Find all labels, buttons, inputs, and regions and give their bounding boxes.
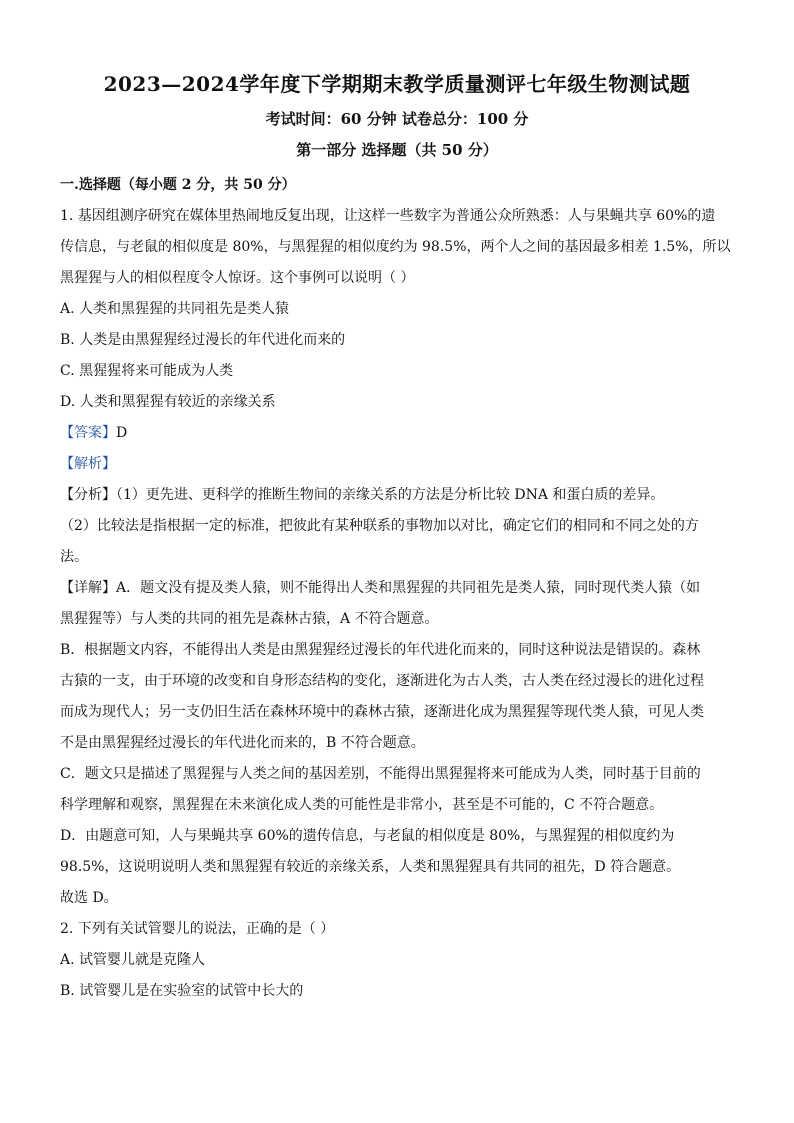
q1-detail-line-5: 而成为现代人；另一支仍旧生活在森林环境中的森林古猿，逐渐进化成为黑猩猩等现代类人猿，可见人类 <box>60 704 704 720</box>
q2-option-a: A. 试管婴儿就是克隆人 <box>60 952 206 968</box>
q1-detail-line-8: 科学理解和观察，黑猩猩在未来演化成人类的可能性是非常小，甚至是不可能的，C 不符合题意。 <box>60 797 664 813</box>
q1-option-a: A. 人类和黑猩猩的共同祖先是类人猿 <box>60 301 290 317</box>
q1-detail-line-1 <box>60 573 732 604</box>
answer-value: D <box>116 425 128 441</box>
q1-option-d: D. 人类和黑猩猩有较近的亲缘关系 <box>60 394 276 410</box>
q2-stem: 2. 下列有关试管婴儿的说法，正确的是（ ） <box>60 921 335 937</box>
fenxi-text-1: （1）更先进、更科学的推断生物间的亲缘关系的方法是分析比较 DNA 和蛋白质的差异。 <box>116 487 665 503</box>
q1-detail-line-3: B．根据题文内容，不能得出人类是由黑猩猩经过漫长的年代进化而来的，同时这种说法是错误的。森林 <box>60 642 701 658</box>
q1-detail-line-2: 黑猩猩等）与人类的共同的祖先是森林古猿，A 不符合题意。 <box>60 611 439 627</box>
exam-title: 2023—2024学年度下学期期末教学质量测评七年级生物测试题 <box>103 72 691 96</box>
q1-detail-line-4: 古猿的一支，由于环境的改变和自身形态结构的变化，逐渐进化为古人类，古人类在经过漫长的进化过程 <box>60 673 704 689</box>
analysis-tag: 【解析】 <box>60 456 116 472</box>
q1-detail-line-6: 不是由黑猩猩经过漫长的年代进化而来的，B 不符合题意。 <box>60 735 425 751</box>
q1-fenxi-line-3: 法。 <box>60 549 88 565</box>
q1-stem-line-3: 黑猩猩与人的相似程度令人惊讶。这个事例可以说明（ ） <box>60 270 415 286</box>
q1-detail-line-7: C．题文只是描述了黑猩猩与人类之间的基因差别，不能得出黑猩猩将来可能成为人类，同时基于目前的 <box>60 766 701 782</box>
answer-tag: 【答案】 <box>60 425 116 441</box>
q1-stem-line-1: 1. 基因组测序研究在媒体里热闹地反复出现，让这样一些数字为普通公众所熟悉：人与果蝇共享 60%的遗 <box>60 208 716 224</box>
q1-option-b: B. 人类是由黑猩猩经过漫长的年代进化而来的 <box>60 332 346 348</box>
detail-text-1: A．题文没有提及类人猿，则不能得出人类和黑猩猩的共同祖先是类人猿，同时现代类人猿（如 <box>116 580 701 596</box>
q1-fenxi-line-1 <box>60 480 732 511</box>
q2-option-b: B. 试管婴儿是在实验室的试管中长大的 <box>60 983 304 999</box>
section-heading: 一.选择题（每小题 2 分，共 50 分） <box>60 177 296 193</box>
fenxi-tag: 【分析】 <box>60 487 116 503</box>
content-body <box>60 170 732 1007</box>
q1-fenxi-line-2: （2）比较法是指根据一定的标准，把彼此有某种联系的事物加以对比，确定它们的相同和不同之处的方 <box>60 518 699 534</box>
part-title: 第一部分 选择题（共 50 分） <box>296 141 498 159</box>
q1-answer-row <box>60 418 732 449</box>
q1-detail-line-9: D．由题意可知，人与果蝇共享 60%的遗传信息，与老鼠的相似度是 80%，与黑猩猩的相似度约为 <box>60 828 675 844</box>
q1-detail-line-10: 98.5%，这说明说明人类和黑猩猩有较近的亲缘关系，人类和黑猩猩具有共同的祖先，D 符合题意。 <box>60 859 681 875</box>
q1-stem-line-2: 传信息，与老鼠的相似度是 80%，与黑猩猩的相似度约为 98.5%，两个人之间的基因最多相差 1.5%，所以 <box>60 239 731 255</box>
q1-detail-line-11: 故选 D。 <box>60 890 118 906</box>
q1-analysis-row <box>60 449 732 480</box>
detail-tag: 【详解】 <box>60 580 116 596</box>
exam-info: 考试时间：60 分钟 试卷总分：100 分 <box>265 110 529 128</box>
q1-option-c: C. 黑猩猩将来可能成为人类 <box>60 363 234 379</box>
